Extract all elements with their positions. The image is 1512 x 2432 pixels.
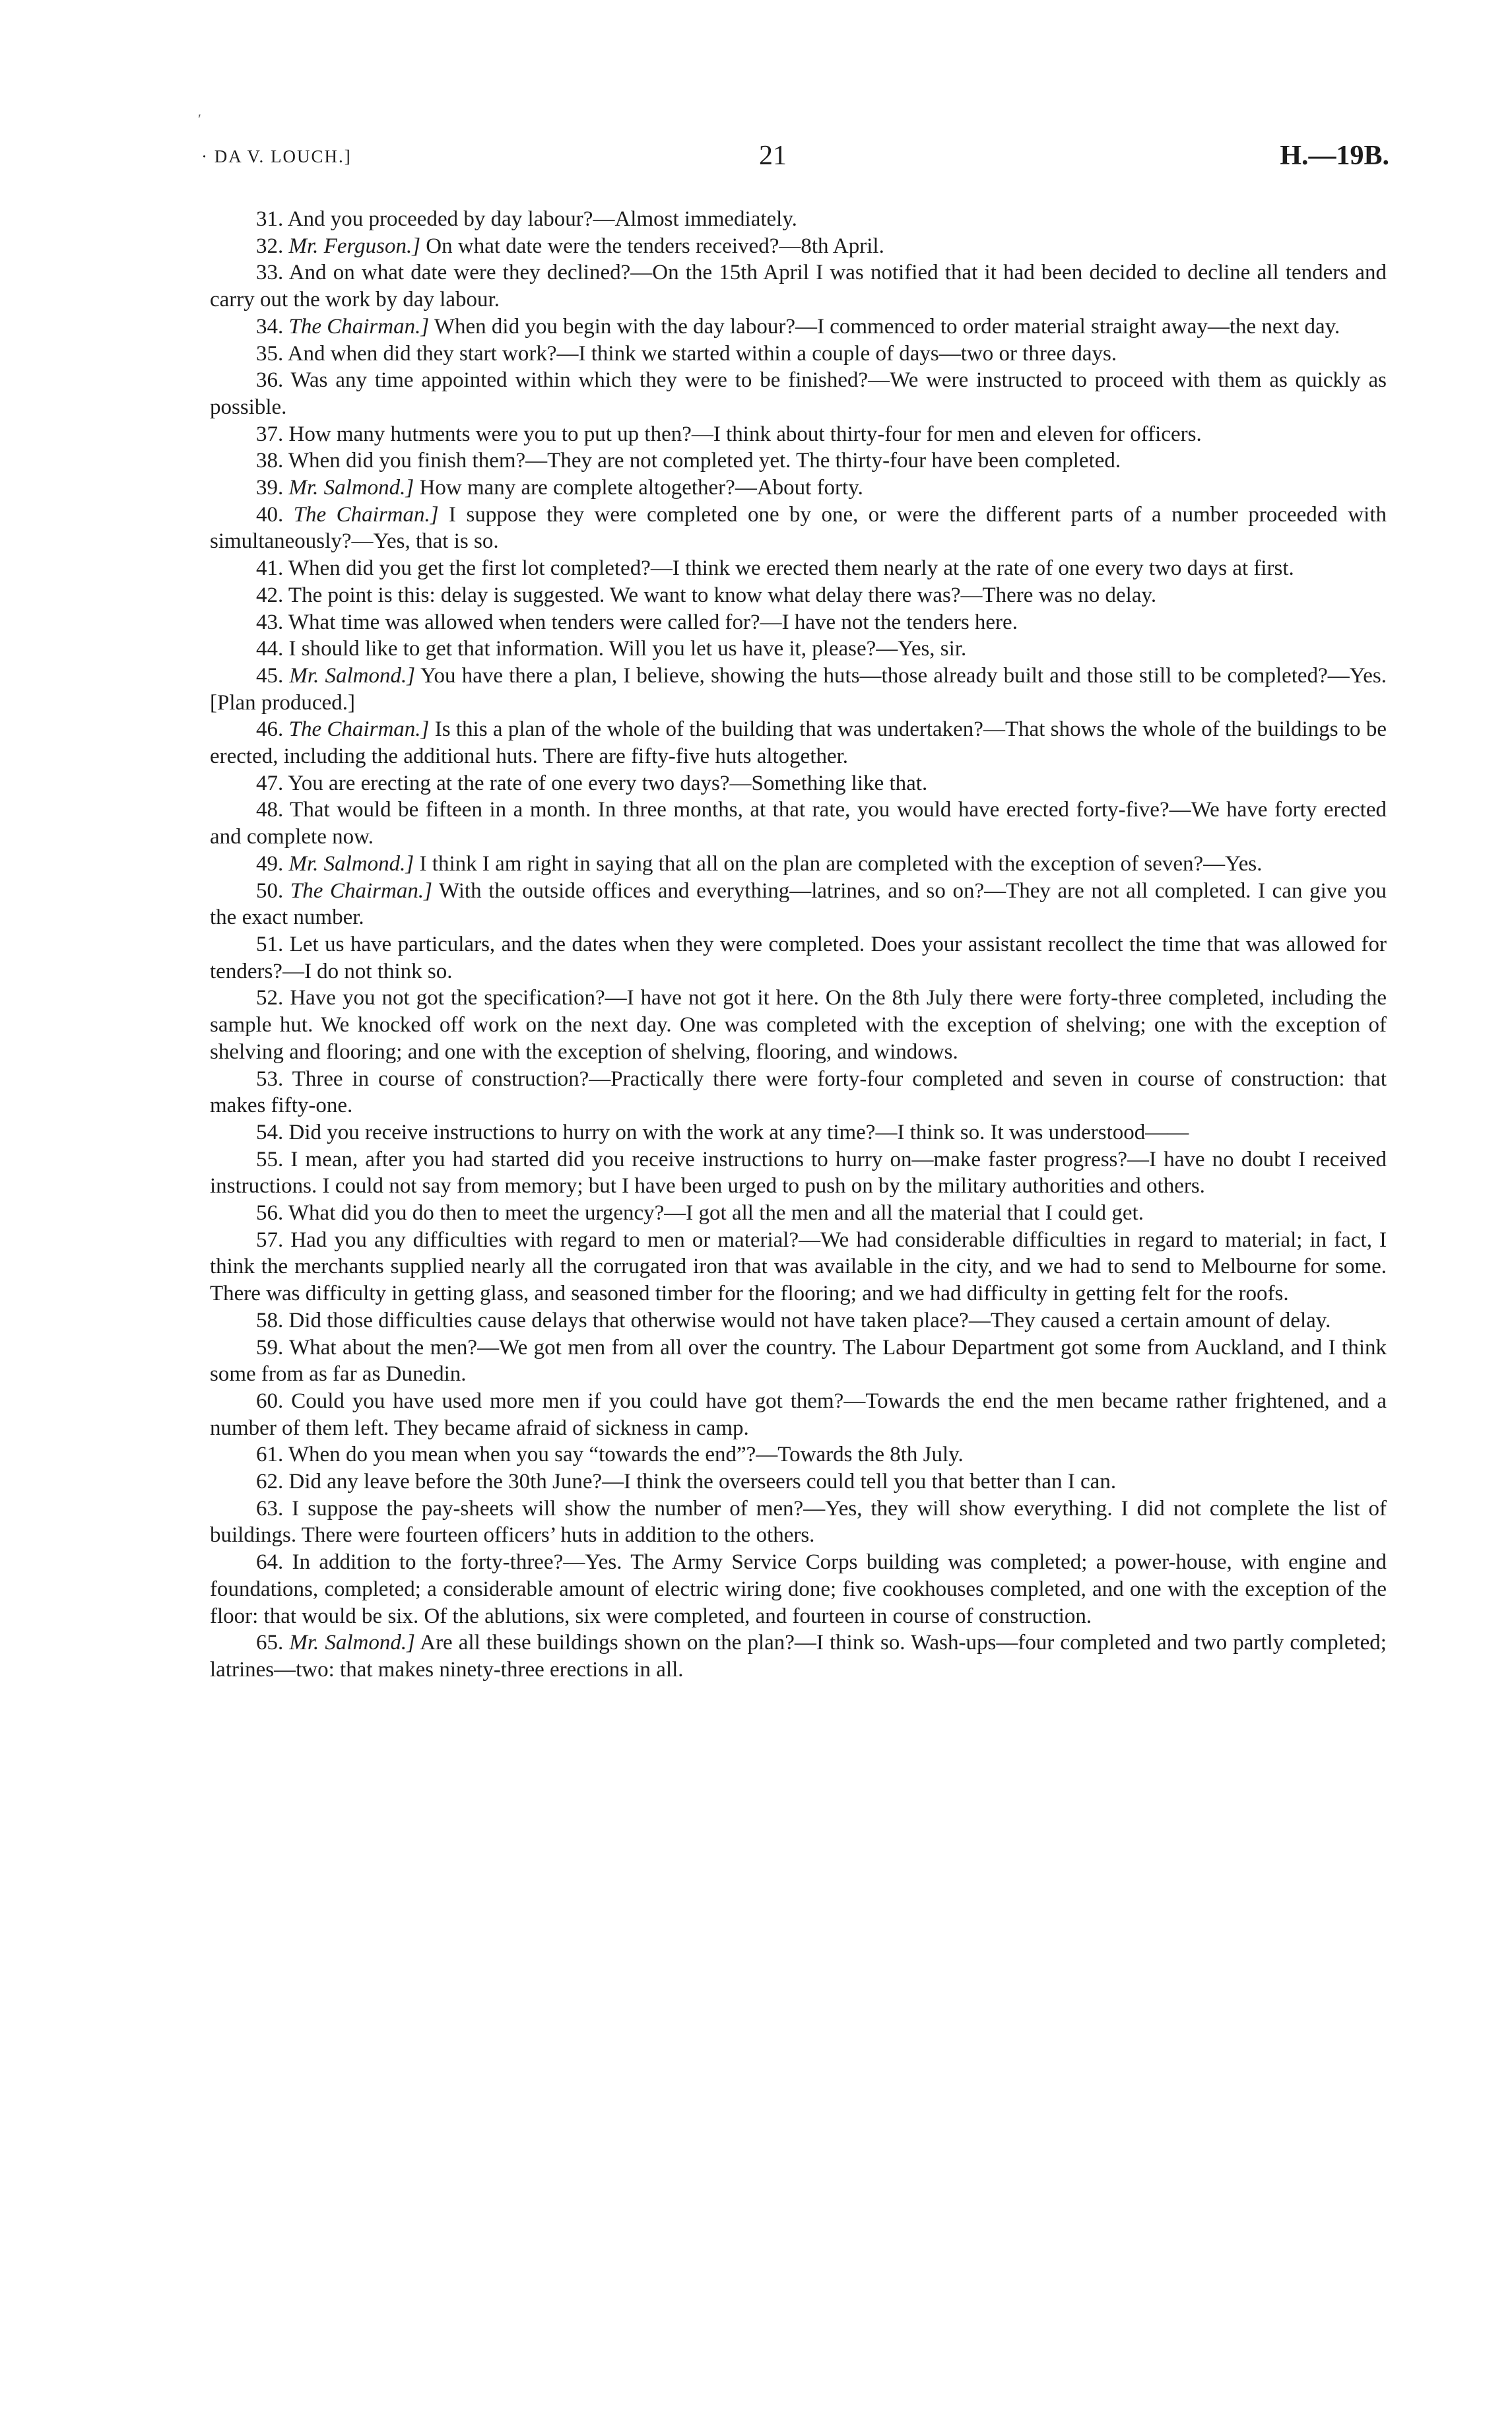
question-text: When did you finish them?—They are not completed yet. The thirty-four have been completed. bbox=[288, 449, 1121, 473]
question-number: 51. bbox=[256, 932, 284, 956]
question-paragraph bbox=[210, 421, 1387, 448]
question-number: 37. bbox=[256, 422, 284, 446]
question-paragraph bbox=[210, 475, 1387, 502]
question-paragraph bbox=[210, 985, 1387, 1065]
question-number: 34. bbox=[256, 314, 284, 339]
question-text: I should like to get that information. Will you let us have it, please?—Yes, sir. bbox=[288, 637, 967, 661]
document-reference: H.—19B. bbox=[1280, 141, 1389, 171]
question-text: Did those difficulties cause delays that otherwise would not have taken place?—They caused a certain amount of delay. bbox=[288, 1308, 1331, 1332]
question-text: How many are complete altogether?—About forty. bbox=[419, 476, 863, 500]
question-paragraph bbox=[210, 797, 1387, 850]
question-paragraph bbox=[210, 233, 1387, 260]
question-paragraph bbox=[210, 206, 1387, 233]
question-text: I mean, after you had started did you receive instructions to hurry on—make faster progress?—I have no doubt I received instructions. I could not say from memory; but I have been urged to push on by the military authorities and others. bbox=[210, 1147, 1387, 1199]
question-number: 39. bbox=[256, 476, 284, 500]
question-text: I suppose they were completed one by one, or were the different parts of a number proceeded with simultaneously?—Yes, that is so. bbox=[210, 502, 1387, 554]
question-number: 50. bbox=[256, 878, 284, 903]
question-paragraph bbox=[210, 770, 1387, 797]
speaker-label: Mr. Salmond.] bbox=[289, 1631, 415, 1655]
question-paragraph bbox=[210, 1227, 1387, 1307]
question-number: 31. bbox=[256, 207, 284, 231]
question-paragraph bbox=[210, 1549, 1387, 1629]
running-head: · DA V. LOUCH.] bbox=[201, 147, 352, 166]
question-paragraph bbox=[210, 341, 1387, 368]
question-paragraph bbox=[210, 367, 1387, 420]
question-paragraph bbox=[210, 447, 1387, 475]
question-text: Let us have particulars, and the dates when they were completed. Does your assistant recollect the time that was allowed for tenders?—I do not think so. bbox=[210, 932, 1387, 983]
question-paragraph bbox=[210, 1468, 1387, 1495]
minutes-of-evidence bbox=[210, 206, 1387, 1684]
question-number: 38. bbox=[256, 449, 284, 473]
question-paragraph bbox=[210, 1629, 1387, 1683]
question-text: What time was allowed when tenders were called for?—I have not the tenders here. bbox=[288, 610, 1018, 634]
question-paragraph bbox=[210, 555, 1387, 582]
question-paragraph bbox=[210, 663, 1387, 716]
question-text: Had you any difficulties with regard to men or material?—We had considerable difficulties in regard to material; in fact, I think the merchants supplied nearly all the corrugated iron that was available in the city, and we had to send to Melbourne for some. There was difficulty in getting glass, and seasoned timber for the flooring; and we had difficulty in getting felt for the roofs. bbox=[210, 1228, 1387, 1306]
question-number: 55. bbox=[256, 1147, 284, 1171]
question-text: What did you do then to meet the urgency?—I got all the men and all the material that I could get. bbox=[288, 1201, 1144, 1226]
question-text: Are all these buildings shown on the plan?—I think so. Wash-ups—four completed and two partly completed; latrines—two: that makes ninety-three erections in all. bbox=[210, 1631, 1387, 1682]
question-text: When did you get the first lot completed?—I think we erected them nearly at the rate of one every two days at first. bbox=[288, 556, 1294, 581]
question-number: 47. bbox=[256, 771, 284, 795]
question-text: With the outside offices and everything—latrines, and so on?—They are not all completed. I can give you the exact number. bbox=[210, 878, 1387, 930]
question-number: 43. bbox=[256, 610, 284, 634]
question-paragraph bbox=[210, 931, 1387, 985]
question-paragraph bbox=[210, 1066, 1387, 1119]
question-number: 53. bbox=[256, 1067, 284, 1091]
question-text: I suppose the pay-sheets will show the number of men?—Yes, they will show everything. I did not complete the list of buildings. There were fourteen officers’ huts in addition to the others. bbox=[210, 1496, 1387, 1548]
question-paragraph bbox=[210, 313, 1387, 341]
question-paragraph bbox=[210, 1388, 1387, 1441]
question-text: That would be fifteen in a month. In three months, at that rate, you would have erected forty-five?—We have forty erected and complete now. bbox=[210, 798, 1387, 849]
question-text: And you proceeded by day labour?—Almost immediately. bbox=[287, 207, 797, 231]
question-number: 40. bbox=[256, 502, 284, 527]
question-number: 42. bbox=[256, 583, 284, 607]
question-paragraph bbox=[210, 502, 1387, 555]
question-text: You have there a plan, I believe, showing the huts—those already built and those still to be completed?—Yes. [Plan produced.] bbox=[210, 663, 1387, 715]
question-number: 64. bbox=[256, 1550, 284, 1575]
question-number: 33. bbox=[256, 261, 284, 285]
speaker-label: The Chairman.] bbox=[288, 314, 430, 339]
question-text: And on what date were they declined?—On the 15th April I was notified that it had been decided to decline all tenders and carry out the work by day labour. bbox=[210, 261, 1387, 312]
question-paragraph bbox=[210, 1307, 1387, 1334]
question-number: 61. bbox=[256, 1443, 284, 1467]
question-paragraph bbox=[210, 636, 1387, 663]
question-number: 54. bbox=[256, 1120, 284, 1144]
question-number: 62. bbox=[256, 1470, 284, 1494]
question-number: 45. bbox=[256, 663, 284, 688]
question-text: How many hutments were you to put up then?—I think about thirty-four for men and eleven for officers. bbox=[288, 422, 1202, 446]
question-number: 59. bbox=[256, 1335, 284, 1360]
page-number: 21 bbox=[759, 141, 787, 171]
speaker-label: Mr. Salmond.] bbox=[288, 851, 414, 876]
question-text: Did you receive instructions to hurry on with the work at any time?—I think so. It was understood—— bbox=[288, 1120, 1189, 1144]
question-text: Did any leave before the 30th June?—I think the overseers could tell you that better than I can. bbox=[288, 1470, 1117, 1494]
question-number: 60. bbox=[256, 1389, 284, 1413]
question-paragraph bbox=[210, 582, 1387, 609]
question-text: Could you have used more men if you could have got them?—Towards the end the men became rather frightened, and a number of them left. They became afraid of sickness in camp. bbox=[210, 1389, 1387, 1440]
margin-mark: ′ bbox=[198, 111, 201, 127]
question-text: And when did they start work?—I think we started within a couple of days—two or three days. bbox=[287, 341, 1117, 366]
question-number: 35. bbox=[256, 341, 284, 366]
speaker-label: The Chairman.] bbox=[293, 502, 439, 527]
question-paragraph bbox=[210, 1200, 1387, 1227]
question-paragraph bbox=[210, 259, 1387, 313]
question-text: When did you begin with the day labour?—I commenced to order material straight away—the next day. bbox=[434, 314, 1340, 339]
speaker-label: Mr. Salmond.] bbox=[289, 663, 416, 688]
question-paragraph bbox=[210, 1334, 1387, 1388]
speaker-label: The Chairman.] bbox=[288, 717, 430, 742]
question-paragraph bbox=[210, 851, 1387, 878]
page-header bbox=[201, 137, 1389, 177]
question-paragraph bbox=[210, 1146, 1387, 1200]
question-text: When do you mean when you say “towards the end”?—Towards the 8th July. bbox=[288, 1443, 964, 1467]
question-number: 41. bbox=[256, 556, 284, 581]
question-text: On what date were the tenders received?—8th April. bbox=[426, 234, 884, 258]
question-text: The point is this: delay is suggested. We want to know what delay there was?—There was no delay. bbox=[288, 583, 1157, 607]
speaker-label: Mr. Salmond.] bbox=[288, 476, 414, 500]
question-text: Three in course of construction?—Practically there were forty-four completed and seven in course of construction: that makes fifty-one. bbox=[210, 1067, 1387, 1118]
question-number: 65. bbox=[256, 1631, 284, 1655]
question-text: In addition to the forty-three?—Yes. The Army Service Corps building was completed; a power-house, with engine and foundations, completed; a considerable amount of electric wiring done; five cookhouses completed, and one with the exception of the floor: that would be six. Of the ablutions, six were completed, and fourteen in course of construction. bbox=[210, 1550, 1387, 1628]
question-number: 49. bbox=[256, 851, 284, 876]
question-paragraph bbox=[210, 716, 1387, 770]
question-paragraph bbox=[210, 609, 1387, 636]
question-paragraph bbox=[210, 1495, 1387, 1549]
question-text: You are erecting at the rate of one every two days?—Something like that. bbox=[288, 771, 928, 795]
question-number: 57. bbox=[256, 1228, 284, 1252]
question-text: I think I am right in saying that all on the plan are completed with the exception of seven?—Yes. bbox=[419, 851, 1263, 876]
question-number: 48. bbox=[256, 798, 284, 822]
question-text: Is this a plan of the whole of the building that was undertaken?—That shows the whole of the buildings to be erected, including the additional huts. There are fifty-five huts altogether. bbox=[210, 717, 1387, 769]
question-number: 58. bbox=[256, 1308, 284, 1332]
question-text: Was any time appointed within which they were to be finished?—We were instructed to proceed with them as quickly as possible. bbox=[210, 368, 1387, 419]
question-paragraph bbox=[210, 878, 1387, 931]
question-number: 32. bbox=[256, 234, 284, 258]
speaker-label: Mr. Ferguson.] bbox=[288, 234, 421, 258]
speaker-label: The Chairman.] bbox=[290, 878, 432, 903]
question-number: 52. bbox=[256, 986, 284, 1010]
question-number: 46. bbox=[256, 717, 284, 742]
question-number: 36. bbox=[256, 368, 284, 393]
question-paragraph bbox=[210, 1119, 1387, 1146]
question-number: 44. bbox=[256, 637, 284, 661]
question-text: Have you not got the specification?—I have not got it here. On the 8th July there were forty-three completed, including the sample hut. We knocked off work on the next day. One was completed with the exception of shelving; one with the exception of shelving and flooring; and one with the exception of shelving, flooring, and windows. bbox=[210, 986, 1387, 1064]
question-number: 63. bbox=[256, 1496, 284, 1521]
question-text: What about the men?—We got men from all over the country. The Labour Department got some from Auckland, and I think some from as far as Dunedin. bbox=[210, 1335, 1387, 1387]
question-number: 56. bbox=[256, 1201, 284, 1226]
question-paragraph bbox=[210, 1441, 1387, 1468]
